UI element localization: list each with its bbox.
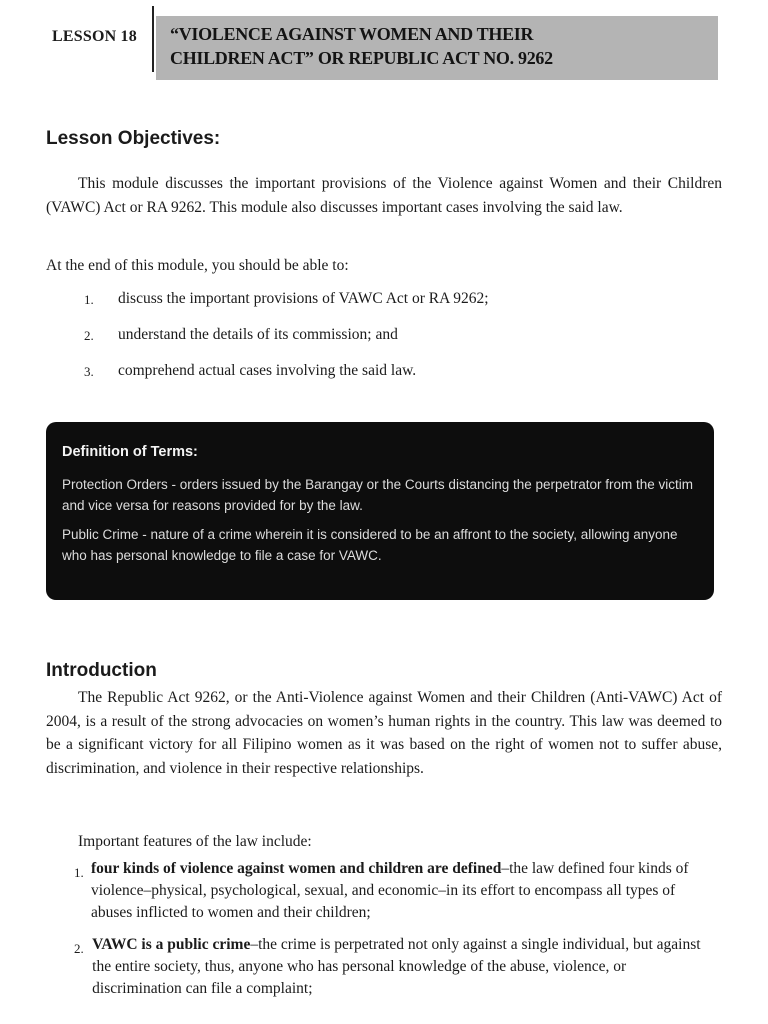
list-text: discuss the important provisions of VAWC Act or RA 9262; (118, 290, 489, 307)
list-item (84, 362, 704, 398)
list-text (92, 934, 714, 1000)
list-number: 3. (84, 364, 94, 379)
list-number: 1. (74, 865, 84, 880)
list-text (91, 858, 714, 924)
lesson-title-line-1: “VIOLENCE AGAINST WOMEN AND THEIR (170, 24, 534, 44)
objectives-paragraph: This module discusses the important provisions of the Violence against Women and their Children (VAWC) Act or RA 9262. This module also discusses important cases involving the said law. (46, 175, 722, 216)
header-divider (152, 6, 154, 72)
feature-description: –the law defined four kinds of violence–physical, psychological, sexual, and economic–in its effort to encompass all types of abuses inflicted to women and their children; (90, 860, 689, 921)
definition-box (46, 422, 714, 600)
list-item (74, 934, 714, 1000)
introduction-paragraph: The Republic Act 9262, or the Anti-Violence against Women and their Children (Anti-VAWC) Act of 2004, is a result of the strong advocacies on women’s human rights in the country. This law was deemed to be a significant victory for all Filipino women as it was based on the right of women not to suffer abuse, discrimination, and violence in their respective relationships. (46, 689, 722, 777)
list-item (84, 290, 704, 326)
list-item (84, 326, 704, 362)
feature-term: four kinds of violence against women and children are defined (90, 860, 502, 877)
list-number: 1. (84, 292, 94, 307)
lesson-title-box (156, 16, 718, 80)
list-number: 2. (74, 941, 84, 956)
feature-description: –the crime is perpetrated not only against a single individual, but against the entire society, thus, anyone who has personal knowledge of the abuse, violence, or discrimination can file a complaint; (92, 936, 701, 997)
definition-public-crime: Public Crime - nature of a crime wherein it is considered to be an affront to the society, allowing anyone who has personal knowledge to file a case for VAWC. (62, 527, 678, 563)
lesson-title-line-2: CHILDREN ACT” OR REPUBLIC ACT NO. 9262 (170, 48, 553, 68)
list-text: understand the details of its commission; and (118, 326, 398, 343)
list-item (74, 858, 714, 924)
features-lead: Important features of the law include: (78, 833, 312, 850)
definition-heading: Definition of Terms: (62, 444, 198, 460)
feature-term: VAWC is a public crime (92, 936, 251, 953)
features-list (74, 858, 714, 1010)
objectives-list (84, 290, 704, 398)
definition-protection-orders: Protection Orders - orders issued by the Barangay or the Courts distancing the perpetrator from the victim and vice versa for reasons provided for by the law. (62, 477, 694, 513)
objectives-lead: At the end of this module, you should be able to: (46, 257, 349, 274)
introduction-heading: Introduction (46, 660, 157, 681)
list-number: 2. (84, 328, 94, 343)
objectives-heading: Lesson Objectives: (46, 128, 221, 149)
lesson-number: LESSON 18 (52, 28, 137, 45)
list-text: comprehend actual cases involving the said law. (118, 362, 417, 379)
